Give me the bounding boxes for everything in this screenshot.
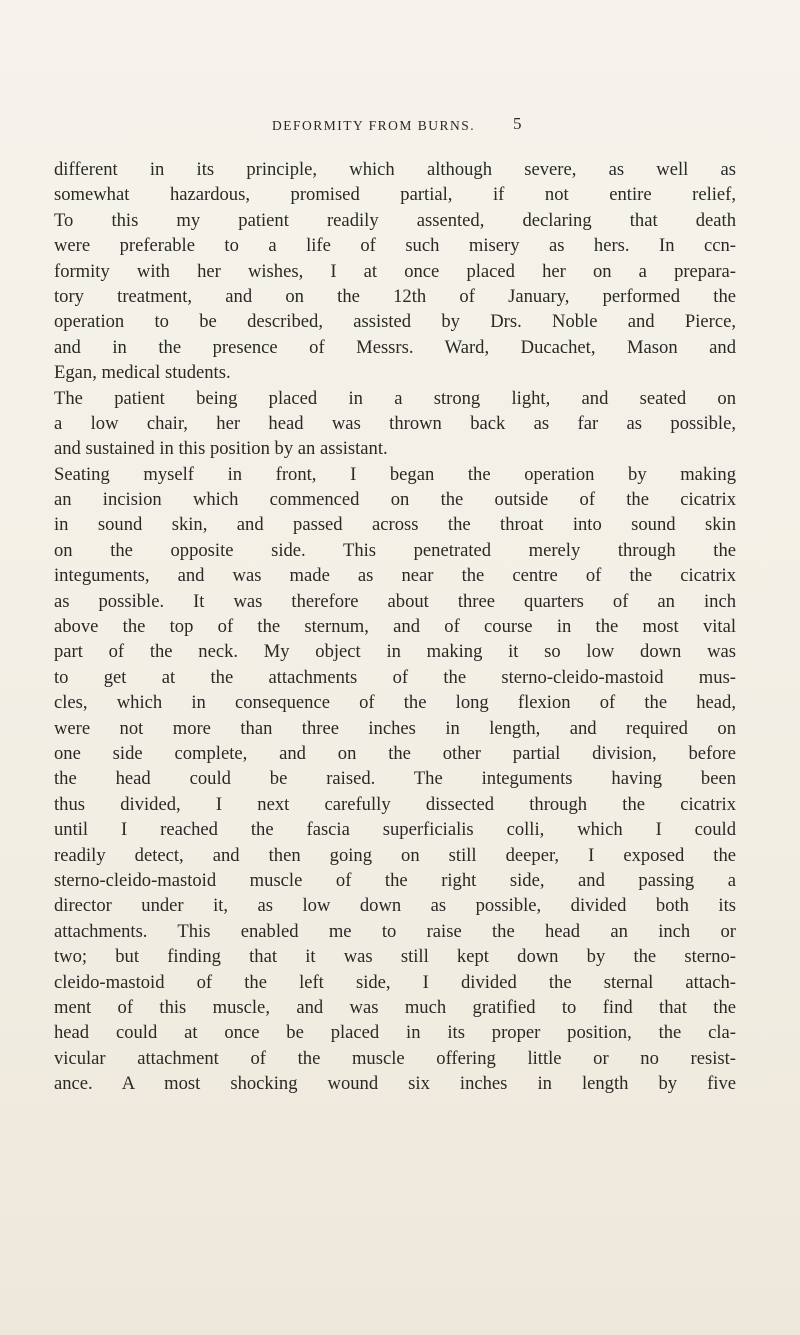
running-head: DEFORMITY FROM BURNS. <box>272 118 476 133</box>
text-line: and sustained in this position by an assistant. <box>54 438 388 460</box>
text-line: in sound skin, and passed across the throat into sound skin <box>54 514 736 536</box>
body-text <box>54 157 736 1096</box>
text-line: integuments, and was made as near the centre of the cicatrix <box>54 565 736 587</box>
text-line: as possible. It was therefore about three quarters of an inch <box>54 590 736 612</box>
text-line: The patient being placed in a strong light, and seated on <box>54 387 736 409</box>
text-line: on the opposite side. This penetrated merely through the <box>54 539 736 561</box>
text-line: to get at the attachments of the sterno-cleido-mastoid mus- <box>54 666 736 688</box>
text-line: readily detect, and then going on still deeper, I exposed the <box>54 844 736 866</box>
text-line: cleido-mastoid of the left side, I divided the sternal attach- <box>54 971 736 993</box>
text-line: and in the presence of Messrs. Ward, Ducachet, Mason and <box>54 336 736 358</box>
text-line: To this my patient readily assented, declaring that death <box>54 209 736 231</box>
page-number: 5 <box>513 114 522 133</box>
text-line: different in its principle, which although severe, as well as <box>54 159 736 180</box>
text-line: the head could be raised. The integuments having been <box>54 768 736 790</box>
text-line: formity with her wishes, I at once placed her on a prepara- <box>54 260 736 282</box>
text-line: were preferable to a life of such misery as hers. In ccn- <box>54 235 736 257</box>
text-line: a low chair, her head was thrown back as far as possible, <box>54 412 736 434</box>
text-line: thus divided, I next carefully dissected through the cicatrix <box>54 793 736 815</box>
text-line: tory treatment, and on the 12th of January, performed the <box>54 285 736 307</box>
text-line: head could at once be placed in its proper position, the cla- <box>54 1022 736 1044</box>
text-line: an incision which commenced on the outside of the cicatrix <box>54 489 736 511</box>
text-line: director under it, as low down as possible, divided both its <box>54 895 736 917</box>
text-line: vicular attachment of the muscle offering little or no resist- <box>54 1047 736 1069</box>
text-line: somewhat hazardous, promised partial, if not entire relief, <box>54 184 736 206</box>
text-line: ance. A most shocking wound six inches in length by five <box>54 1073 736 1095</box>
text-line: above the top of the sternum, and of course in the most vital <box>54 616 736 638</box>
text-line: two; but finding that it was still kept down by the sterno- <box>54 946 736 968</box>
text-line: were not more than three inches in length, and required on <box>54 717 736 739</box>
text-line: Seating myself in front, I began the operation by making <box>54 463 736 485</box>
page-header <box>0 114 800 142</box>
text-line: ment of this muscle, and was much gratified to find that the <box>54 996 736 1018</box>
text-line: sterno-cleido-mastoid muscle of the right side, and passing a <box>54 869 736 891</box>
text-line: one side complete, and on the other partial division, before <box>54 742 736 764</box>
text-line: Egan, medical students. <box>54 362 231 384</box>
text-line: cles, which in consequence of the long flexion of the head, <box>54 692 736 714</box>
text-line: attachments. This enabled me to raise the head an inch or <box>54 920 736 942</box>
text-line: until I reached the fascia superficialis colli, which I could <box>54 819 736 841</box>
text-line: part of the neck. My object in making it so low down was <box>54 641 736 663</box>
text-line: operation to be described, assisted by Drs. Noble and Pierce, <box>54 311 736 333</box>
